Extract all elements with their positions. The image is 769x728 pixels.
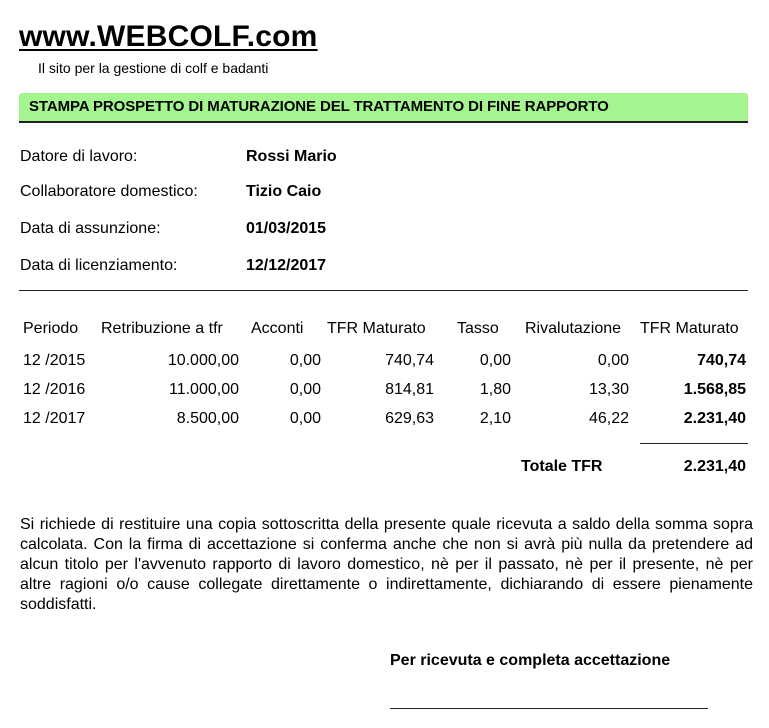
col-header-retribuzione: Retribuzione a tfr [101, 320, 223, 337]
col-header-periodo: Periodo [23, 320, 79, 337]
table-cell-rivalutazione: 0,00 [597, 352, 629, 369]
col-header-tfr-maturato-cumulativo: TFR Maturato [640, 320, 739, 337]
table-cell-periodo: 12 /2015 [23, 352, 86, 369]
total-divider [640, 443, 748, 444]
table-cell-retribuzione: 10.000,00 [167, 352, 239, 369]
table-cell-tasso: 1,80 [479, 381, 511, 398]
table-cell-acconti: 0,00 [289, 352, 321, 369]
table-cell-tfr-cumulativo: 1.568,85 [683, 381, 746, 398]
table-cell-tfr-maturato: 629,63 [385, 410, 434, 427]
table-cell-rivalutazione: 46,22 [588, 410, 629, 427]
site-tagline: Il sito per la gestione di colf e badanti [38, 60, 269, 76]
section-divider [19, 290, 748, 291]
table-cell-tfr-cumulativo: 740,74 [697, 352, 746, 369]
table-cell-acconti: 0,00 [289, 381, 321, 398]
site-logo: www.WEBCOLF.com [19, 20, 318, 53]
table-cell-periodo: 12 /2017 [23, 410, 86, 427]
table-cell-retribuzione: 11.000,00 [169, 381, 239, 398]
employer-label: Datore di lavoro: [20, 148, 138, 165]
col-header-tasso: Tasso [457, 320, 499, 337]
hire-date-value: 01/03/2015 [246, 220, 327, 237]
employer-value: Rossi Mario [246, 148, 337, 165]
acceptance-disclaimer: Si richiede di restituire una copia sottoscritta della presente quale ricevuta a saldo della somma sopra calcolata. Con la firma di accettazione si conferma anche che non si avrà più nulla da pretendere ad alcun titolo per l'avvenuto rapporto di lavoro domestico, nè per il passato, nè per il presente, nè per altre ragioni o/o cause collegate direttamente o indirettamente, dichiarando di essere pienamente soddisfatti. [20, 516, 753, 613]
signature-line [390, 708, 708, 709]
signature-label: Per ricevuta e completa accettazione [390, 652, 671, 669]
col-header-acconti: Acconti [251, 320, 304, 337]
termination-date-value: 12/12/2017 [246, 257, 327, 274]
worker-value: Tizio Caio [246, 183, 322, 200]
col-header-tfr-maturato: TFR Maturato [327, 320, 426, 337]
table-cell-tfr-cumulativo: 2.231,40 [683, 410, 746, 427]
table-cell-retribuzione: 8.500,00 [176, 410, 239, 427]
table-cell-tasso: 2,10 [479, 410, 511, 427]
hire-date-label: Data di assunzione: [20, 220, 161, 237]
total-tfr-value: 2.231,40 [683, 458, 746, 475]
table-cell-acconti: 0,00 [289, 410, 321, 427]
document-title-bar [19, 93, 748, 123]
table-cell-tasso: 0,00 [479, 352, 511, 369]
table-cell-rivalutazione: 13,30 [588, 381, 629, 398]
worker-label: Collaboratore domestico: [20, 183, 198, 200]
document-title: STAMPA PROSPETTO DI MATURAZIONE DEL TRATTAMENTO DI FINE RAPPORTO [29, 98, 609, 115]
total-tfr-label: Totale TFR [521, 458, 603, 475]
table-cell-tfr-maturato: 814,81 [385, 381, 434, 398]
termination-date-label: Data di licenziamento: [20, 257, 178, 274]
col-header-rivalutazione: Rivalutazione [525, 320, 622, 337]
table-cell-periodo: 12 /2016 [23, 381, 86, 398]
table-cell-tfr-maturato: 740,74 [385, 352, 434, 369]
